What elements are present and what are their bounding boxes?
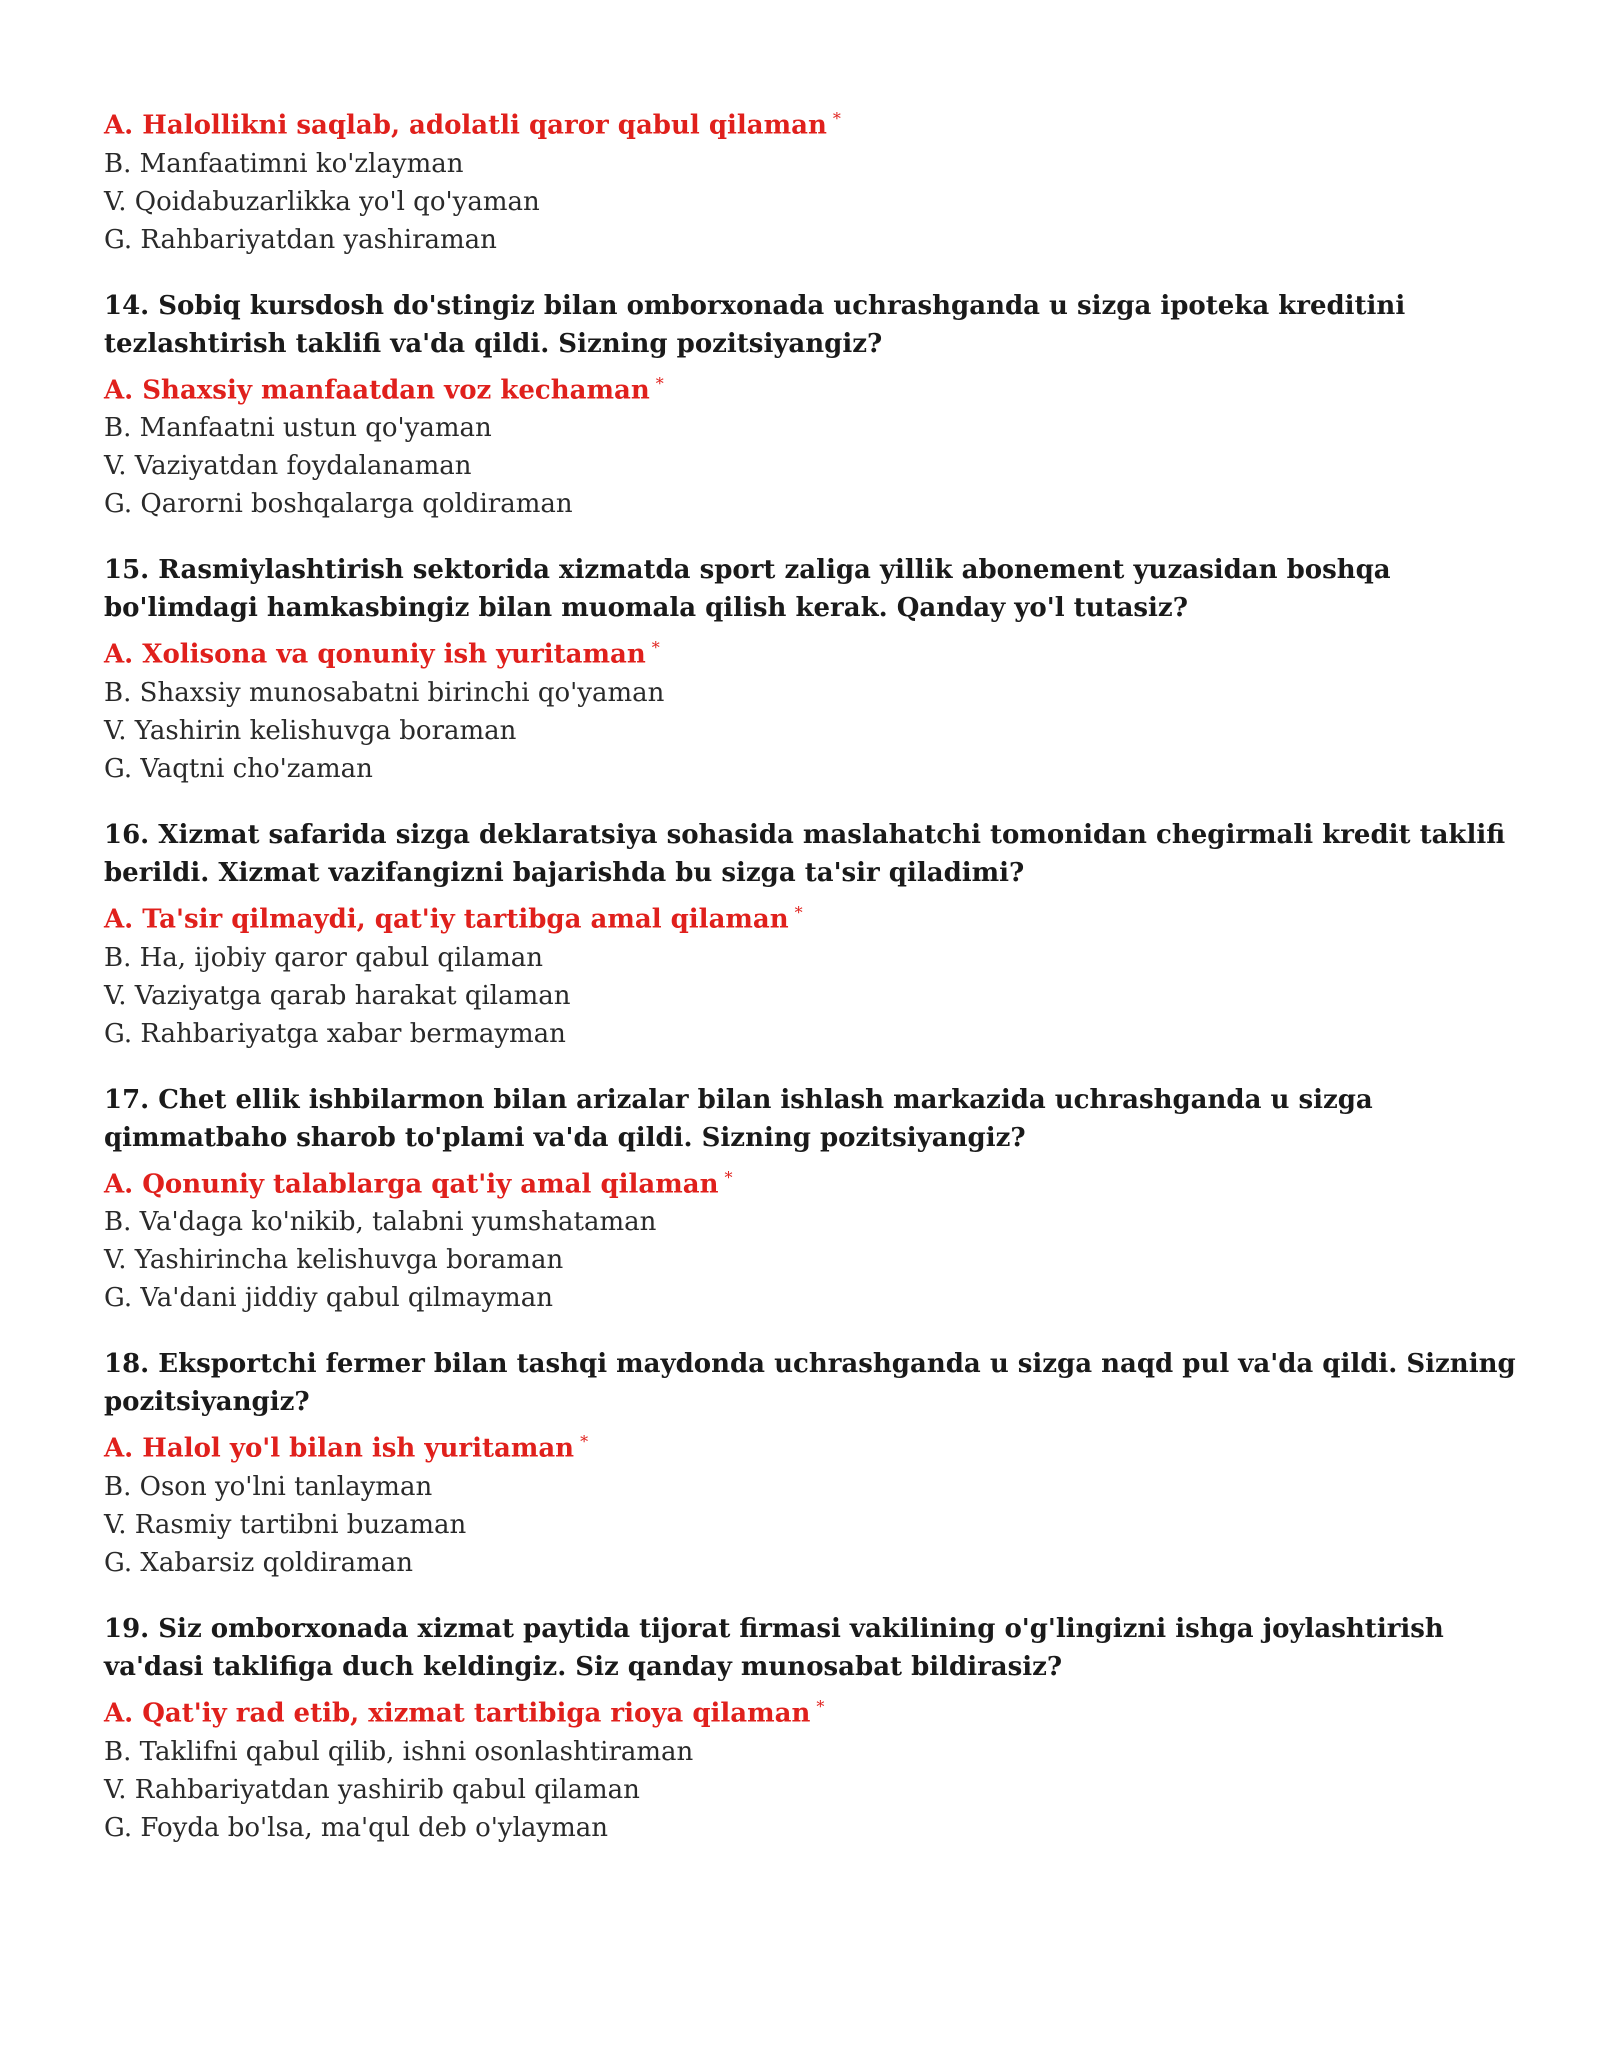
correct-marker: * [651,638,660,658]
option: V. Yashirin kelishuvga boraman [104,715,517,746]
question-text: 15. Rasmiylashtirish sektorida xizmatda sport zaliga yillik abonement yuzasidan boshqa bo'limdagi hamkasbingiz bilan muomala qilish kerak. Qanday yo'l tutasiz? [104,555,1391,624]
option: B. Ha, ijobiy qaror qabul qilaman [104,942,543,973]
option-correct: A. Qat'iy rad etib, xizmat tartibiga rioya qilaman * [104,1696,825,1729]
question-block-17 [104,1081,1520,1318]
option: G. Rahbariyatdan yashiraman [104,224,497,255]
question-text: 17. Chet ellik ishbilarmon bilan arizalar bilan ishlash markazida uchrashganda u sizga qimmatbaho sharob to'plami va'da qildi. Sizning pozitsiyangiz? [104,1084,1373,1153]
option: B. Shaxsiy munosabatni birinchi qo'yaman [104,677,665,708]
question-block-18 [104,1345,1520,1582]
option: V. Qoidabuzarlikka yo'l qo'yaman [104,186,540,217]
option: G. Rahbariyatga xabar bermayman [104,1018,566,1049]
question-block-19 [104,1610,1520,1847]
question-block-16 [104,816,1520,1053]
option: G. Va'dani jiddiy qabul qilmayman [104,1283,553,1314]
option: B. Oson yo'lni tanlayman [104,1471,433,1502]
option: B. Va'daga ko'nikib, talabni yumshataman [104,1207,657,1238]
option: G. Xabarsiz qoldiraman [104,1547,413,1578]
option-correct: A. Xolisona va qonuniy ish yuritaman * [104,638,660,670]
option-correct: A. Shaxsiy manfaatdan voz kechaman * [104,373,664,406]
option: V. Rahbariyatdan yashirib qabul qilaman [104,1774,640,1805]
correct-marker: * [580,1432,589,1452]
correct-marker: * [655,373,664,393]
option: B. Manfaatimni ko'zlayman [104,148,464,179]
option: G. Qarorni boshqalarga qoldiraman [104,489,573,520]
correct-marker: * [832,109,841,128]
question-text: 18. Eksportchi fermer bilan tashqi maydonda uchrashganda u sizga naqd pul va'da qildi. Sizning pozitsiyangiz? [104,1349,1516,1418]
question-text: 16. Xizmat safarida sizga deklaratsiya sohasida maslahatchi tomonidan chegirmali kredit taklifi berildi. Xizmat vazifangizni bajarishda bu sizga ta'sir qiladimi? [104,819,1506,888]
option: B. Manfaatni ustun qo'yaman [104,413,492,444]
correct-marker: * [724,1167,733,1187]
option: B. Taklifni qabul qilib, ishni osonlashtiraman [104,1736,694,1767]
question-text: 14. Sobiq kursdosh do'stingiz bilan omborxonada uchrashganda u sizga ipoteka kreditini tezlashtirish taklifi va'da qildi. Sizning pozitsiyangiz? [104,290,1406,359]
question-block-14 [104,287,1520,524]
option: V. Vaziyatdan foydalanaman [104,451,472,482]
correct-marker: * [816,1696,825,1716]
correct-marker: * [794,902,803,922]
question-block-15 [104,551,1520,788]
question-text: 19. Siz omborxonada xizmat paytida tijorat firmasi vakilining o'g'lingizni ishga joylashtirish va'dasi taklifiga duch keldingiz. Siz qanday munosabat bildirasiz? [104,1613,1444,1682]
option-correct: A. Qonuniy talablarga qat'iy amal qilaman * [104,1167,733,1200]
option-correct: A. Halollikni saqlab, adolatli qaror qabul qilaman * [104,109,841,141]
option-correct: A. Ta'sir qilmaydi, qat'iy tartibga amal qilaman * [104,902,803,935]
option: V. Yashirincha kelishuvga boraman [104,1245,564,1276]
option: G. Vaqtni cho'zaman [104,753,373,784]
option: V. Vaziyatga qarab harakat qilaman [104,980,571,1011]
question-block-13 [104,100,1520,259]
option: V. Rasmiy tartibni buzaman [104,1509,467,1540]
option: G. Foyda bo'lsa, ma'qul deb o'ylayman [104,1812,608,1843]
option-correct: A. Halol yo'l bilan ish yuritaman * [104,1432,589,1464]
